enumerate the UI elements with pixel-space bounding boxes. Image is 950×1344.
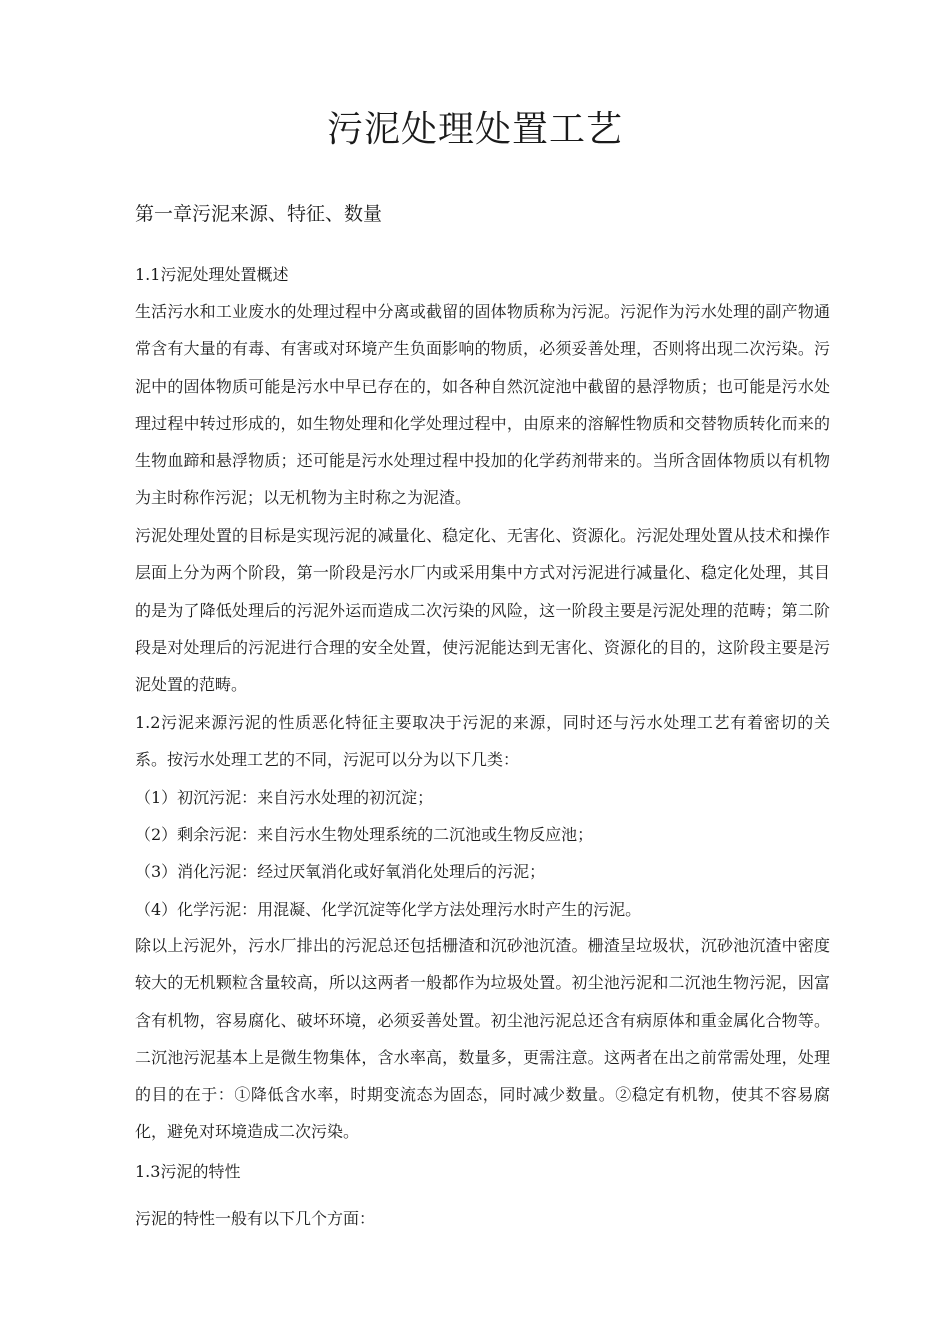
paragraph-overview: 生活污水和工业废水的处理过程中分离或截留的固体物质称为污泥。污泥作为污水处理的副产物通常含有大量的有毒、有害或对环境产生负面影响的物质，必须妥善处理，否则将出现二次污染。污泥中的固体物质可能是污水中早已存在的，如各种自然沉淀池中截留的悬浮物质；也可能是污水处理过程中转过形成的，如生物处理和化学处理过程中，由原来的溶解性物质和交替物质转化而来的生物血蹄和悬浮物质；还可能是污水处理过程中投加的化学药剂带来的。当所含固体物质以有机物为主时称作污泥；以无机物为主时称之为泥渣。 — [135, 302, 830, 508]
list-item-excess-sludge: （2）剩余污泥：来自污水生物处理系统的二沉池或生物反应池； — [135, 825, 594, 844]
paragraph-properties-intro: 污泥的特性一般有以下几个方面： — [135, 1209, 376, 1228]
list-item-primary-sludge: （1）初沉污泥：来自污水处理的初沉淀； — [135, 788, 434, 807]
section-heading-1-3: 1.3污泥的特性 — [135, 1162, 241, 1181]
chapter-heading: 第一章污泥来源、特征、数量 — [135, 203, 383, 225]
document-title: 污泥处理处置工艺 — [326, 109, 623, 150]
section-heading-1-1: 1.1污泥处理处置概述 — [135, 265, 289, 284]
list-item-chemical-sludge: （4）化学污泥：用混凝、化学沉淀等化学方法处理污水时产生的污泥。 — [135, 900, 642, 919]
paragraph-screenings: 除以上污泥外，污水厂排出的污泥总还包括栅渣和沉砂池沉渣。栅渣呈垃圾状，沉砂池沉渣中密度较大的无机颗粒含量较高，所以这两者一般都作为垃圾处置。初尘池污泥和二沉池生物污泥，因富含有机物，容易腐化、破坏环境，必须妥善处置。初尘池污泥总还含有病原体和重金属化合物等。二沉池污泥基本上是微生物集体，含水率高，数量多，更需注意。这两者在出之前常需处理，处理的目的在于：①降低含水率，时期变流态为固态，同时减少数量。②稳定有机物，使其不容易腐化，避免对环境造成二次污染。 — [135, 936, 830, 1142]
list-item-digested-sludge: （3）消化污泥：经过厌氧消化或好氧消化处理后的污泥； — [135, 862, 546, 881]
paragraph-sludge-source: 1.2污泥来源污泥的性质恶化特征主要取决于污泥的来源，同时还与污水处理工艺有着密切的关系。按污水处理工艺的不同，污泥可以分为以下几类： — [135, 713, 830, 770]
paragraph-goals: 污泥处理处置的目标是实现污泥的减量化、稳定化、无害化、资源化。污泥处理处置从技术和操作层面上分为两个阶段，第一阶段是污水厂内或采用集中方式对污泥进行减量化、稳定化处理，其目的是为了降低处理后的污泥外运而造成二次污染的风险，这一阶段主要是污泥处理的范畴；第二阶段是对处理后的污泥进行合理的安全处置，使污泥能达到无害化、资源化的目的，这阶段主要是污泥处置的范畴。 — [135, 526, 830, 695]
